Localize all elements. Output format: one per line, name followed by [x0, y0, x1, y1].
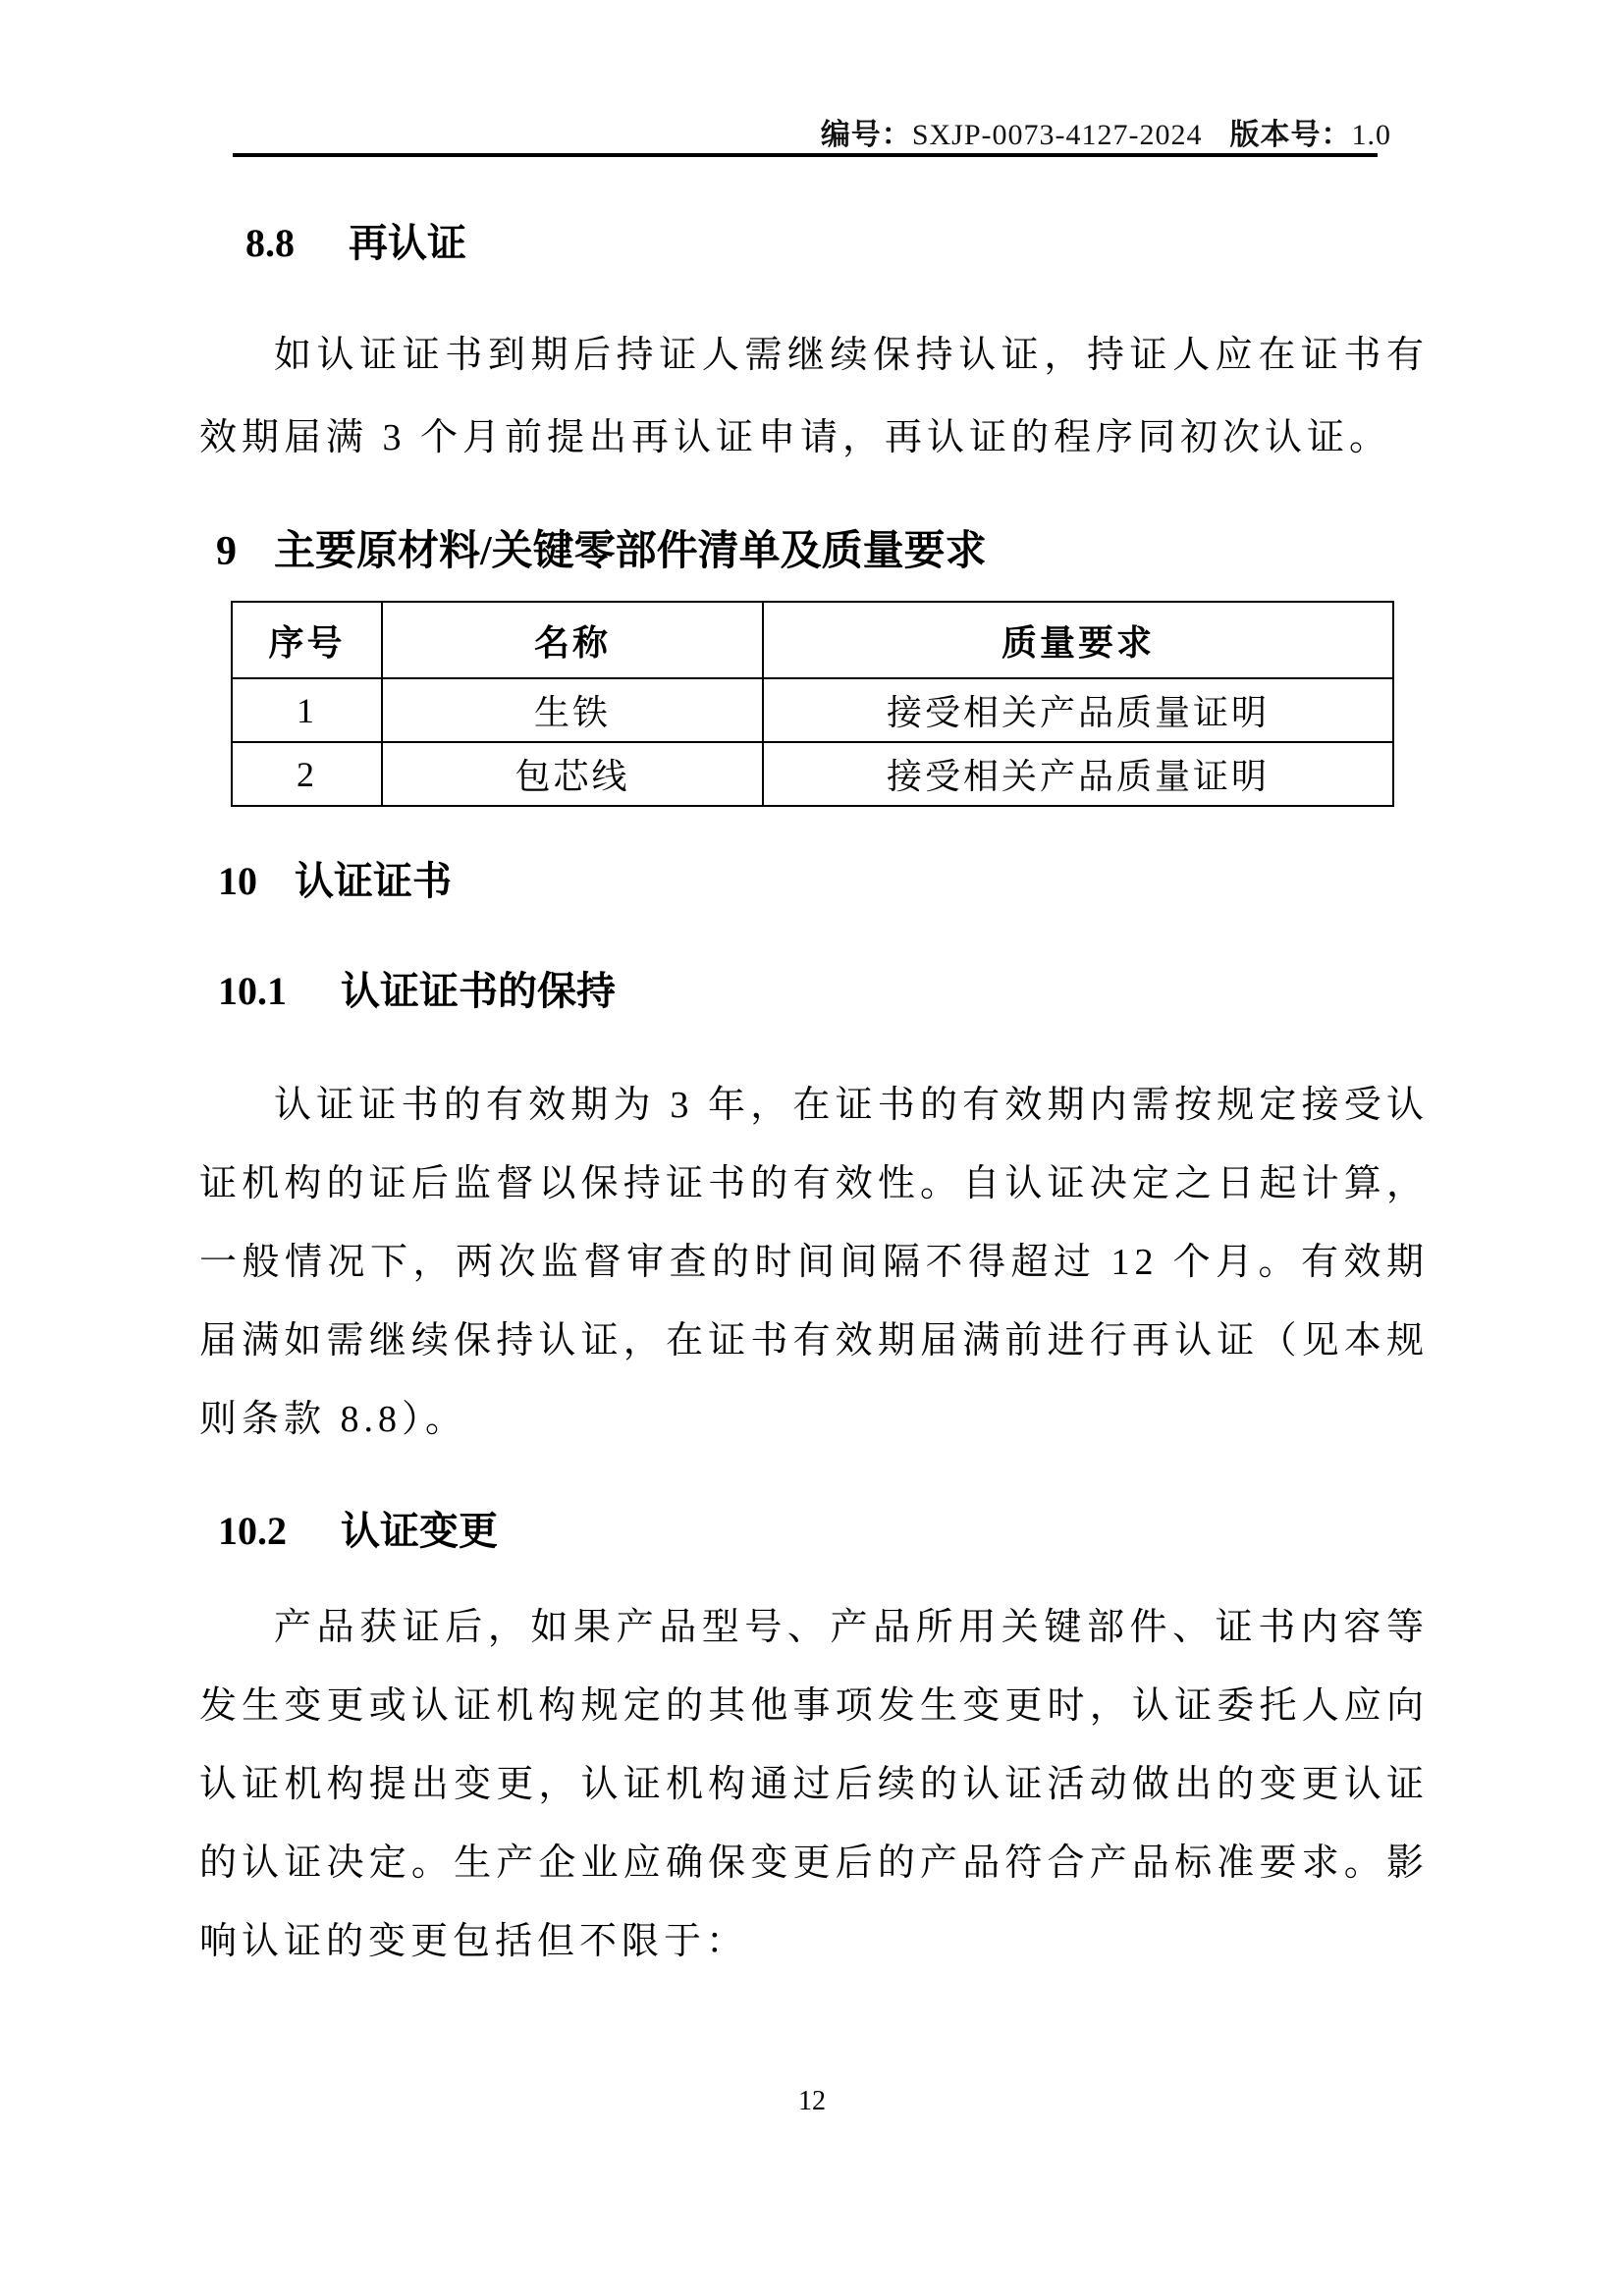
heading-10-1-number: 10.1: [218, 969, 287, 1013]
table-cell-index: 2: [232, 742, 382, 806]
table-header-row: [232, 602, 1393, 678]
table-header-quality: 质量要求: [763, 602, 1393, 678]
heading-8-8-title: 再认证: [349, 221, 466, 265]
doc-number-value: SXJP-0073-4127-2024: [911, 119, 1203, 151]
heading-10-1: [218, 960, 616, 1016]
document-header: [233, 110, 1391, 153]
doc-number-label: 编号：: [820, 119, 912, 151]
heading-9-number: 9: [216, 529, 237, 574]
heading-10-title: 认证证书: [295, 859, 452, 903]
heading-8-8-number: 8.8: [245, 221, 295, 265]
header-rule: [233, 153, 1378, 157]
paragraph-8-8: 如认证证书到期后持证人需继续保持认证，持证人应在证书有效期届满 3 个月前提出再认证申请，再认证的程序同初次认证。: [199, 335, 1429, 458]
heading-9-title: 主要原材料/关键零部件清单及质量要求: [274, 529, 987, 574]
table-cell-index: 1: [232, 678, 382, 742]
heading-9: [216, 518, 987, 577]
page-number: 12: [798, 2086, 826, 2116]
materials-table: [231, 601, 1394, 807]
heading-10: [218, 850, 452, 906]
heading-10-1-title: 认证证书的保持: [341, 969, 616, 1013]
heading-8-8: [245, 212, 466, 268]
heading-10-number: 10: [218, 859, 257, 903]
paragraph-10-2: 产品获证后，如果产品型号、产品所用关键部件、证书内容等发生变更或认证机构规定的其他事项发生变更时，认证委托人应向认证机构提出变更，认证机构通过后续的认证活动做出的变更认证的认证决定。生产企业应确保变更后的产品符合产品标准要求。影响认证的变更包括但不限于：: [199, 1607, 1429, 1962]
table-cell-name: 生铁: [382, 678, 763, 742]
version-value: 1.0: [1351, 119, 1391, 151]
heading-10-2: [218, 1500, 498, 1556]
heading-10-2-number: 10.2: [218, 1509, 287, 1553]
table-header-name: 名称: [382, 602, 763, 678]
heading-10-2-title: 认证变更: [341, 1509, 498, 1553]
table-row: [232, 678, 1393, 742]
table-row: [232, 742, 1393, 806]
table-cell-quality: 接受相关产品质量证明: [763, 678, 1393, 742]
table-header-index: 序号: [232, 602, 382, 678]
table-cell-quality: 接受相关产品质量证明: [763, 742, 1393, 806]
paragraph-10-1: 认证证书的有效期为 3 年，在证书的有效期内需按规定接受认证机构的证后监督以保持证书的有效性。自认证决定之日起计算，一般情况下，两次监督审查的时间间隔不得超过 12 个月。有效期届满如需继续保持认证，在证书有效期届满前进行再认证（见本规则条款 8.8）。: [199, 1085, 1429, 1440]
table-cell-name: 包芯线: [382, 742, 763, 806]
version-label: 版本号：: [1229, 119, 1352, 151]
